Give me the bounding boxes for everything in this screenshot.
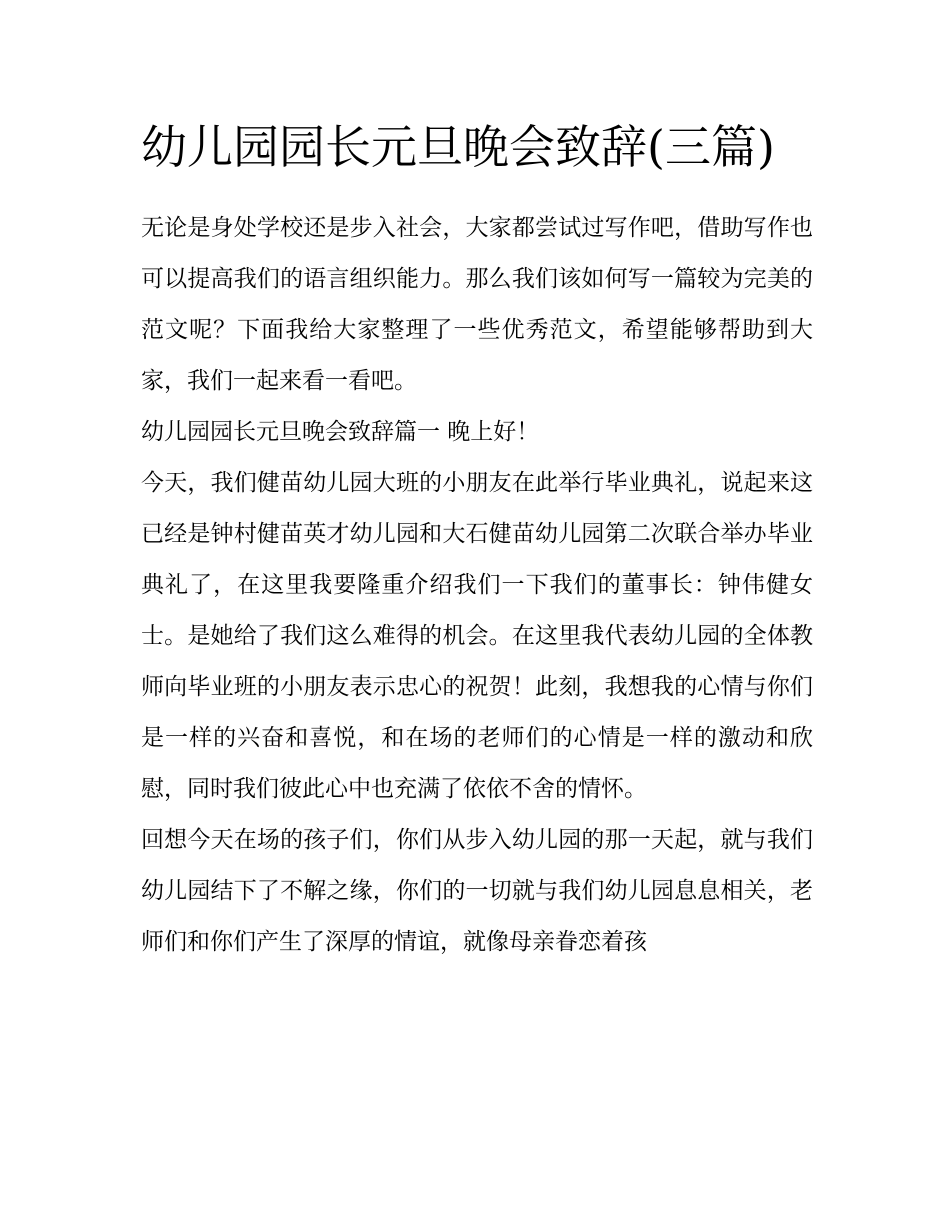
body-paragraph: 回想今天在场的孩子们，你们从步入幼儿园的那一天起，就与我们幼儿园结下了不解之缘，你们的一切就与我们幼儿园息息相关，老师们和你们产生了深厚的情谊，就像母亲眷恋着孩 (141, 827, 813, 955)
document-content (141, 112, 813, 968)
section-heading-paragraph: 幼儿园园长元旦晚会致辞篇一 晚上好！ (141, 419, 540, 445)
body-paragraph: 今天，我们健苗幼儿园大班的小朋友在此举行毕业典礼，说起来这已经是钟村健苗英才幼儿园和大石健苗幼儿园第二次联合举办毕业典礼了，在这里我要隆重介绍我们一下我们的董事长：钟伟健女士。是她给了我们这么难得的机会。在这里我代表幼儿园的全体教师向毕业班的小朋友表示忠心的祝贺！此刻，我想我的心情与你们是一样的兴奋和喜悦，和在场的老师们的心情是一样的激动和欣慰，同时我们彼此心中也充满了依依不舍的情怀。 (141, 470, 813, 802)
intro-paragraph: 无论是身处学校还是步入社会，大家都尝试过写作吧，借助写作也可以提高我们的语言组织能力。那么我们该如何写一篇较为完美的范文呢？下面我给大家整理了一些优秀范文，希望能够帮助到大家，我们一起来看一看吧。 (141, 215, 813, 394)
document-title: 幼儿园园长元旦晚会致辞(三篇) (141, 120, 775, 174)
